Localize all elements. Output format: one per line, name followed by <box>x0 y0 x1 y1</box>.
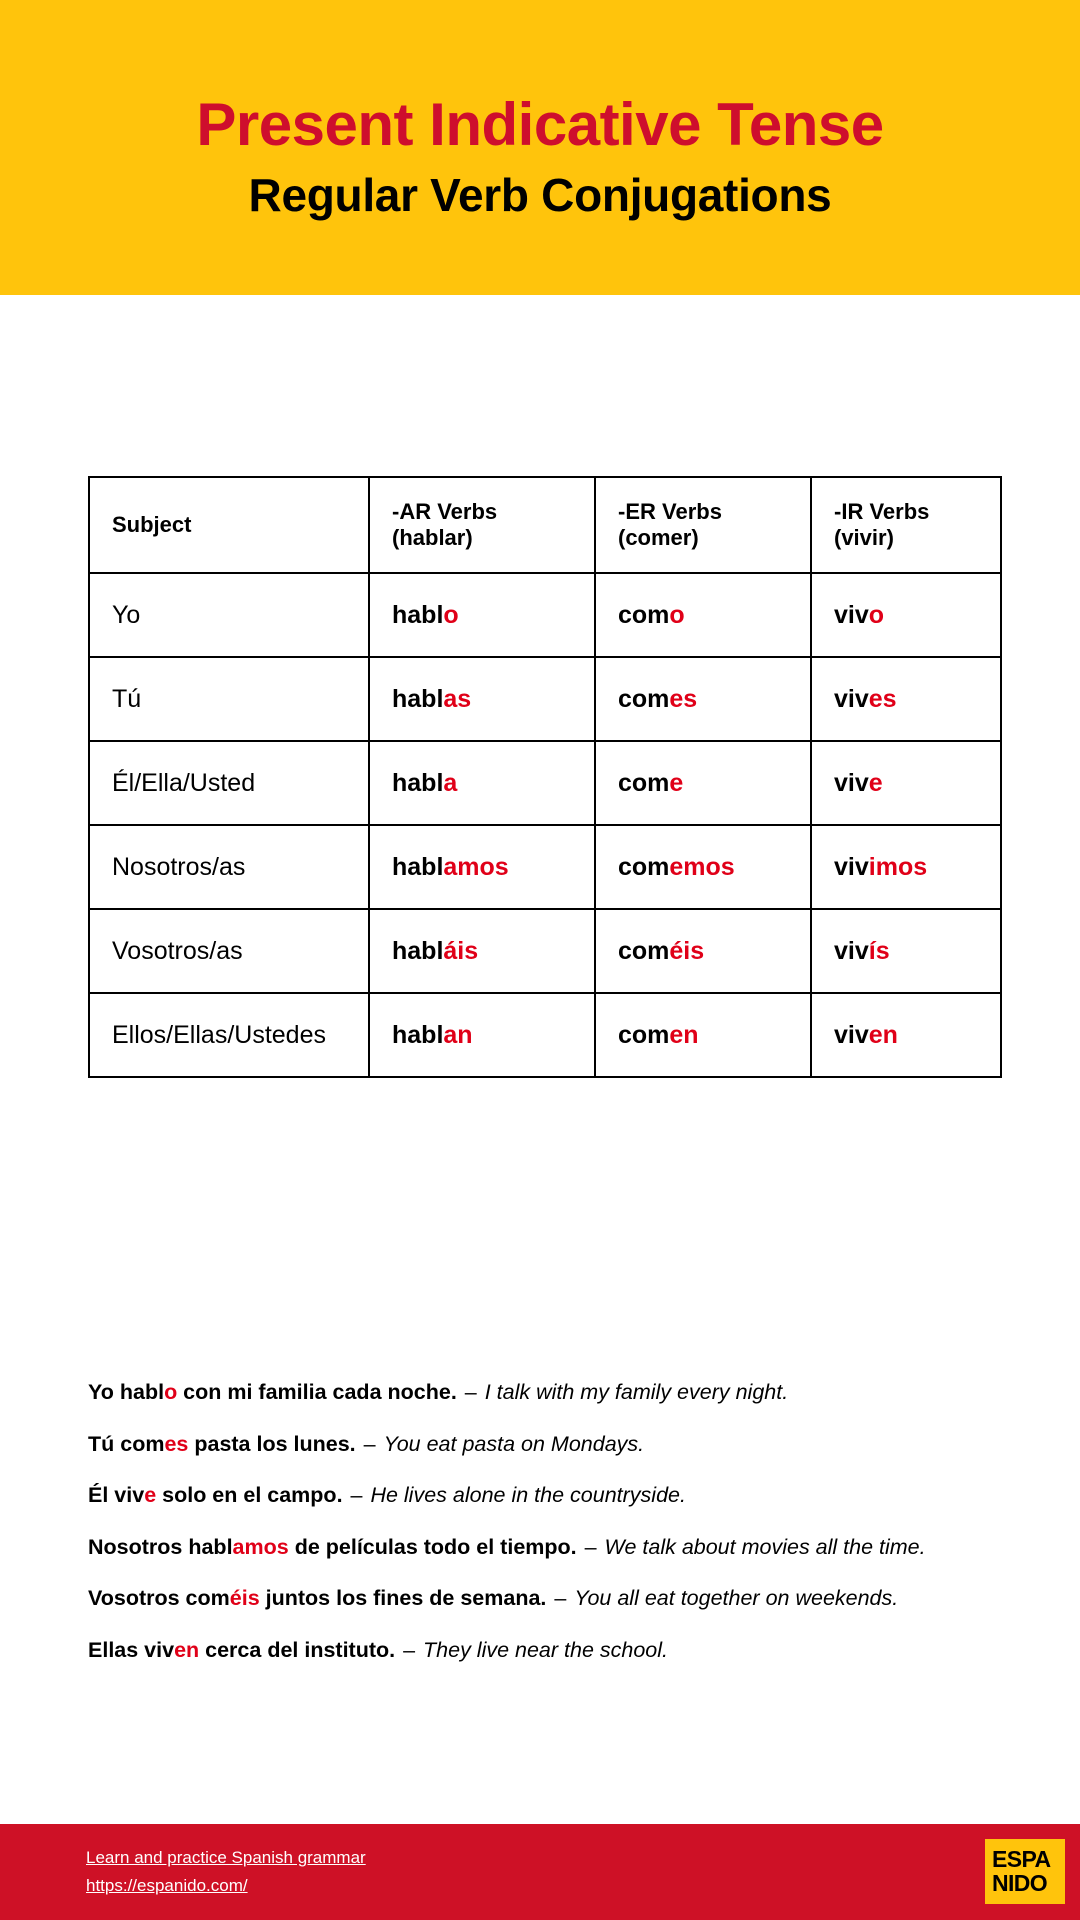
verb-stem: com <box>618 1020 670 1049</box>
sentence-separator: – <box>548 1586 573 1610</box>
cell-er-verb <box>595 657 811 741</box>
table-row <box>89 657 1001 741</box>
sentence-translation: We talk about movies all the time. <box>604 1534 926 1559</box>
verb-stem: habl <box>392 936 444 965</box>
example-sentence <box>88 1534 1028 1559</box>
sentence-spanish-after: cerca del instituto. <box>199 1637 396 1662</box>
footer-url-link[interactable]: https://espanido.com/ <box>86 1876 248 1896</box>
page-title: Present Indicative Tense <box>196 90 884 158</box>
verb-ending: o <box>868 600 885 629</box>
verb-ending: o <box>443 600 459 629</box>
table-header <box>89 477 1001 573</box>
cell-ar-verb <box>369 573 595 657</box>
sentence-separator: – <box>578 1534 603 1559</box>
verb-stem: viv <box>834 600 869 629</box>
page-footer <box>0 1824 1080 1920</box>
verb-ending: ís <box>868 936 890 965</box>
cell-er-verb <box>595 993 811 1077</box>
sentence-spanish-before: Ellas viv <box>88 1637 175 1662</box>
table-header-row <box>89 477 1001 573</box>
verb-stem: com <box>618 600 670 629</box>
verb-stem: viv <box>834 1020 869 1049</box>
logo-line-1: ESPA <box>992 1846 1051 1873</box>
verb-stem: viv <box>834 936 869 965</box>
sentence-verb-ending: en <box>174 1637 200 1662</box>
cell-er-verb <box>595 741 811 825</box>
cell-ir-verb <box>811 573 1001 657</box>
example-sentence <box>88 1485 1028 1507</box>
sentence-translation: They live near the school. <box>423 1637 669 1662</box>
example-sentence <box>88 1588 1028 1610</box>
sentence-verb-ending: amos <box>232 1534 289 1559</box>
example-sentences <box>88 1382 1028 1661</box>
example-sentence <box>88 1382 1028 1404</box>
cell-subject: Yo <box>89 573 369 657</box>
verb-ending: e <box>669 768 684 797</box>
cell-ar-verb <box>369 741 595 825</box>
conjugation-table <box>88 476 1002 1078</box>
cell-subject: Tú <box>89 657 369 741</box>
footer-tagline-link[interactable]: Learn and practice Spanish grammar <box>86 1848 366 1867</box>
verb-ending: as <box>443 684 472 713</box>
verb-ending: es <box>669 684 698 713</box>
verb-stem: habl <box>392 852 444 881</box>
verb-stem: com <box>618 852 670 881</box>
table-row <box>89 573 1001 657</box>
verb-stem: habl <box>392 684 444 713</box>
cell-er-verb <box>595 573 811 657</box>
verb-ending: emos <box>669 852 735 881</box>
cell-ir-verb <box>811 909 1001 993</box>
sentence-verb-ending: e <box>144 1483 157 1507</box>
column-header-subject: Subject <box>89 477 369 573</box>
cell-ir-verb <box>811 657 1001 741</box>
verb-stem: com <box>618 684 670 713</box>
sentence-spanish-before: Tú com <box>88 1431 165 1456</box>
sentence-spanish-before: Él viv <box>88 1483 145 1507</box>
table-row <box>89 909 1001 993</box>
cell-subject: Nosotros/as <box>89 825 369 909</box>
conjugation-table-container <box>88 476 1000 1078</box>
cell-ar-verb <box>369 993 595 1077</box>
page-header <box>0 0 1080 295</box>
cell-ar-verb <box>369 657 595 741</box>
verb-stem: viv <box>834 852 869 881</box>
verb-ending: e <box>868 768 883 797</box>
verb-stem: habl <box>392 1020 444 1049</box>
verb-ending: en <box>669 1020 699 1049</box>
example-sentence <box>88 1637 1028 1662</box>
column-header-er-verbs: -ER Verbs (comer) <box>595 477 811 573</box>
sentence-separator: – <box>344 1483 369 1507</box>
sentence-spanish-before: Nosotros habl <box>88 1534 233 1559</box>
cell-ir-verb <box>811 741 1001 825</box>
verb-stem: habl <box>392 600 444 629</box>
verb-stem: com <box>618 768 670 797</box>
example-sentence <box>88 1431 1028 1456</box>
table-row <box>89 741 1001 825</box>
espanido-logo <box>985 1839 1065 1904</box>
table-row <box>89 993 1001 1077</box>
verb-ending: o <box>669 600 685 629</box>
cell-subject: Él/Ella/Usted <box>89 741 369 825</box>
sentence-translation: He lives alone in the countryside. <box>370 1483 686 1507</box>
verb-ending: áis <box>443 936 479 965</box>
table-row <box>89 825 1001 909</box>
sentence-verb-ending: o <box>164 1380 178 1404</box>
footer-links <box>86 1848 366 1897</box>
sentence-translation: You eat pasta on Mondays. <box>383 1431 645 1456</box>
sentence-spanish-after: juntos los fines de semana. <box>259 1586 547 1610</box>
verb-stem: habl <box>392 768 444 797</box>
sentence-spanish-before: Yo habl <box>88 1380 165 1404</box>
table-body <box>89 573 1001 1077</box>
page-subtitle: Regular Verb Conjugations <box>248 168 832 221</box>
sentence-separator: – <box>458 1380 483 1404</box>
sentence-spanish-after: pasta los lunes. <box>188 1431 356 1456</box>
verb-ending: es <box>868 684 897 713</box>
verb-ending: an <box>443 1020 473 1049</box>
verb-stem: com <box>618 936 670 965</box>
sentence-separator: – <box>357 1431 382 1456</box>
verb-ending: en <box>868 1020 898 1049</box>
verb-ending: éis <box>669 936 705 965</box>
sentence-spanish-after: de películas todo el tiempo. <box>288 1534 577 1559</box>
sentence-verb-ending: es <box>164 1431 189 1456</box>
column-header-ir-verbs: -IR Verbs (vivir) <box>811 477 1001 573</box>
column-header-ar-verbs: -AR Verbs (hablar) <box>369 477 595 573</box>
sentence-spanish-after: con mi familia cada noche. <box>177 1380 457 1404</box>
sentence-translation: I talk with my family every night. <box>484 1380 789 1404</box>
cell-ar-verb <box>369 909 595 993</box>
sentence-spanish-after: solo en el campo. <box>156 1483 343 1507</box>
cell-ir-verb <box>811 825 1001 909</box>
verb-ending: amos <box>443 852 509 881</box>
cell-ar-verb <box>369 825 595 909</box>
logo-line-2: NIDO <box>992 1869 1048 1896</box>
verb-ending: imos <box>868 852 928 881</box>
sentence-separator: – <box>397 1637 422 1662</box>
verb-stem: viv <box>834 684 869 713</box>
cell-subject: Vosotros/as <box>89 909 369 993</box>
sentence-verb-ending: éis <box>229 1586 260 1610</box>
verb-stem: viv <box>834 768 869 797</box>
cell-er-verb <box>595 825 811 909</box>
sentence-translation: You all eat together on weekends. <box>574 1586 899 1610</box>
cell-subject: Ellos/Ellas/Ustedes <box>89 993 369 1077</box>
sentence-spanish-before: Vosotros com <box>88 1586 230 1610</box>
verb-ending: a <box>443 768 458 797</box>
cell-er-verb <box>595 909 811 993</box>
cell-ir-verb <box>811 993 1001 1077</box>
